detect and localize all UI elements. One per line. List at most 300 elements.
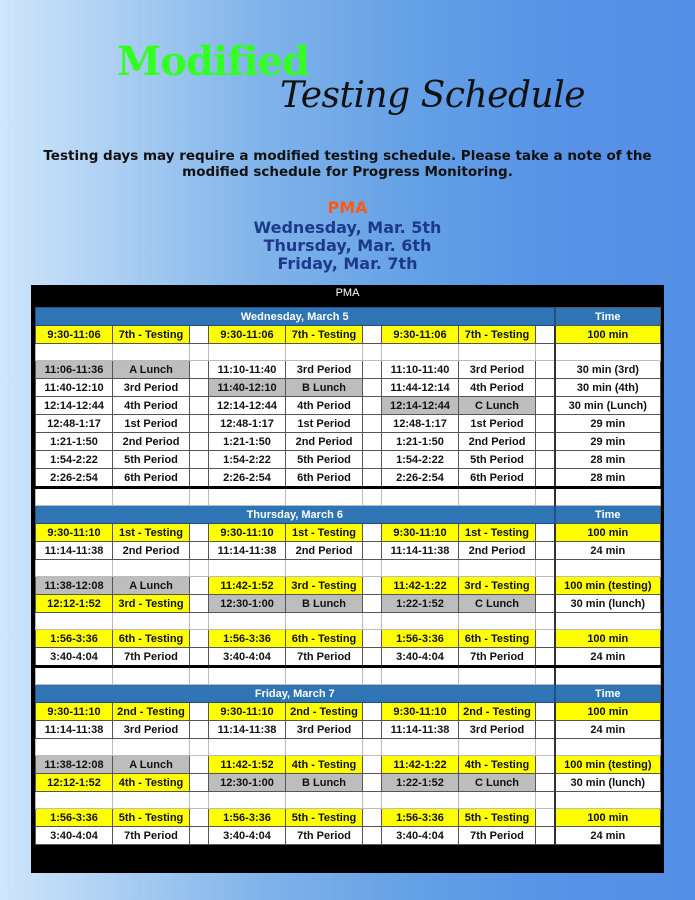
spacer-cell xyxy=(190,703,209,721)
lunch-a-period: 3rd - Testing xyxy=(113,595,190,613)
lunch-c-time: 11:14-11:38 xyxy=(382,542,459,560)
lunch-a-period: A Lunch xyxy=(113,577,190,595)
lunch-c-time: 3:40-4:04 xyxy=(382,827,459,845)
time-header: Time xyxy=(555,308,661,326)
spacer-row xyxy=(36,488,661,506)
spacer-cell xyxy=(363,792,382,809)
lunch-c-time: 12:14-12:44 xyxy=(382,397,459,415)
lunch-a-period: 6th Period xyxy=(113,469,190,488)
empty-cell xyxy=(459,739,536,756)
date-friday: Friday, Mar. 7th xyxy=(277,254,418,273)
lunch-a-period: A Lunch xyxy=(113,756,190,774)
time-header: Time xyxy=(555,685,661,703)
spacer-cell xyxy=(190,379,209,397)
lunch-b-time: 12:14-12:44 xyxy=(209,397,286,415)
lunch-c-period: 6th Period xyxy=(459,469,536,488)
lunch-c-period: 4th Period xyxy=(459,379,536,397)
spacer-cell xyxy=(190,827,209,845)
lunch-a-period: 1st Period xyxy=(113,415,190,433)
lunch-b-period: B Lunch xyxy=(286,595,363,613)
lunch-a-period: 7th Period xyxy=(113,648,190,667)
empty-cell xyxy=(36,560,113,577)
lunch-b-period: 7th Period xyxy=(286,648,363,667)
spacer-cell xyxy=(363,774,382,792)
spacer-cell xyxy=(363,630,382,648)
spacer-cell xyxy=(190,451,209,469)
spacer-cell xyxy=(536,667,555,685)
lunch-c-period: 7th Period xyxy=(459,648,536,667)
spacer-cell xyxy=(190,469,209,488)
spacer-cell xyxy=(536,560,555,577)
lunch-c-period: 2nd Period xyxy=(459,433,536,451)
lunch-c-period: C Lunch xyxy=(459,397,536,415)
lunch-c-time: 11:44-12:14 xyxy=(382,379,459,397)
lunch-c-time: 9:30-11:10 xyxy=(382,703,459,721)
lunch-b-time: 12:30-1:00 xyxy=(209,595,286,613)
spacer-cell xyxy=(190,433,209,451)
lunch-a-period: 5th Period xyxy=(113,451,190,469)
empty-cell xyxy=(382,667,459,685)
spacer-cell xyxy=(536,648,555,667)
duration-cell: 24 min xyxy=(555,542,661,560)
lunch-c-period: 3rd Period xyxy=(459,721,536,739)
schedule-row xyxy=(36,721,661,739)
lunch-a-time: 11:40-12:10 xyxy=(36,379,113,397)
empty-cell xyxy=(209,613,286,630)
lunch-a-period: 4th - Testing xyxy=(113,774,190,792)
lunch-b-period: 5th - Testing xyxy=(286,809,363,827)
lunch-a-time: 2:26-2:54 xyxy=(36,469,113,488)
spacer-row xyxy=(36,667,661,685)
lunch-c-time: 11:10-11:40 xyxy=(382,361,459,379)
lunch-b-time: 3:40-4:04 xyxy=(209,648,286,667)
lunch-b-time: 11:14-11:38 xyxy=(209,542,286,560)
lunch-c-period: 7th - Testing xyxy=(459,326,536,344)
test-name: PMA xyxy=(327,198,368,217)
duration-cell: 100 min xyxy=(555,703,661,721)
spacer-cell xyxy=(536,488,555,506)
lunch-c-time: 1:22-1:52 xyxy=(382,595,459,613)
lunch-c-time: 1:56-3:36 xyxy=(382,809,459,827)
spacer-cell xyxy=(363,433,382,451)
duration-cell: 100 min (testing) xyxy=(555,577,661,595)
lunch-b-period: 4th Period xyxy=(286,397,363,415)
schedule-row xyxy=(36,774,661,792)
spacer-cell xyxy=(363,703,382,721)
lunch-a-period: 2nd Period xyxy=(113,433,190,451)
spacer-cell xyxy=(363,739,382,756)
empty-cell xyxy=(209,344,286,361)
lunch-c-time: 11:14-11:38 xyxy=(382,721,459,739)
empty-cell xyxy=(555,488,661,506)
spacer-cell xyxy=(536,827,555,845)
lunch-c-period: 1st Period xyxy=(459,415,536,433)
lunch-c-time: 1:21-1:50 xyxy=(382,433,459,451)
lunch-b-time: 11:40-12:10 xyxy=(209,379,286,397)
empty-cell xyxy=(113,792,190,809)
spacer-cell xyxy=(363,451,382,469)
spacer-cell xyxy=(190,630,209,648)
spacer-cell xyxy=(363,542,382,560)
title-testing-schedule: Testing Schedule xyxy=(280,75,586,116)
lunch-c-period: 5th Period xyxy=(459,451,536,469)
empty-cell xyxy=(459,792,536,809)
spacer-cell xyxy=(190,326,209,344)
lunch-a-time: 9:30-11:06 xyxy=(36,326,113,344)
spacer-cell xyxy=(190,488,209,506)
lunch-a-period: A Lunch xyxy=(113,361,190,379)
spacer-row xyxy=(36,613,661,630)
lunch-b-time: 1:21-1:50 xyxy=(209,433,286,451)
lunch-b-time: 11:42-1:52 xyxy=(209,756,286,774)
spacer-cell xyxy=(536,361,555,379)
lunch-a-time: 1:56-3:36 xyxy=(36,809,113,827)
spacer-cell xyxy=(190,721,209,739)
spacer-cell xyxy=(190,809,209,827)
day-header-row xyxy=(36,685,661,703)
lunch-b-time: 2:26-2:54 xyxy=(209,469,286,488)
lunch-b-period: 2nd - Testing xyxy=(286,703,363,721)
schedule-row xyxy=(36,361,661,379)
lunch-c-period: C Lunch xyxy=(459,595,536,613)
empty-cell xyxy=(209,488,286,506)
empty-cell xyxy=(209,560,286,577)
spacer-cell xyxy=(190,344,209,361)
duration-cell: 30 min (3rd) xyxy=(555,361,661,379)
empty-cell xyxy=(286,613,363,630)
lunch-b-time: 1:56-3:36 xyxy=(209,809,286,827)
spacer-cell xyxy=(536,739,555,756)
duration-cell: 28 min xyxy=(555,451,661,469)
duration-cell: 29 min xyxy=(555,415,661,433)
date-thursday: Thursday, Mar. 6th xyxy=(263,236,432,255)
lunch-a-time: 1:56-3:36 xyxy=(36,630,113,648)
lunch-a-time: 1:21-1:50 xyxy=(36,433,113,451)
empty-cell xyxy=(382,792,459,809)
lunch-b-period: 1st Period xyxy=(286,415,363,433)
spacer-row xyxy=(36,739,661,756)
lunch-a-period: 5th - Testing xyxy=(113,809,190,827)
day-header-row xyxy=(36,308,661,326)
spacer-cell xyxy=(363,379,382,397)
time-header: Time xyxy=(555,506,661,524)
schedule-row xyxy=(36,524,661,542)
lunch-c-time: 1:54-2:22 xyxy=(382,451,459,469)
lunch-a-time: 3:40-4:04 xyxy=(36,648,113,667)
spacer-cell xyxy=(536,524,555,542)
lunch-a-time: 11:38-12:08 xyxy=(36,577,113,595)
lunch-b-time: 9:30-11:10 xyxy=(209,524,286,542)
schedule-table xyxy=(35,307,661,845)
spacer-cell xyxy=(363,595,382,613)
lunch-b-period: 2nd Period xyxy=(286,542,363,560)
lunch-c-period: 2nd - Testing xyxy=(459,703,536,721)
spacer-cell xyxy=(363,827,382,845)
spacer-cell xyxy=(536,542,555,560)
spacer-cell xyxy=(190,774,209,792)
lunch-a-time: 11:14-11:38 xyxy=(36,542,113,560)
lunch-b-time: 12:48-1:17 xyxy=(209,415,286,433)
lunch-c-period: 4th - Testing xyxy=(459,756,536,774)
lunch-b-period: 6th Period xyxy=(286,469,363,488)
spacer-cell xyxy=(190,613,209,630)
lunch-b-period: 3rd - Testing xyxy=(286,577,363,595)
empty-cell xyxy=(555,613,661,630)
lunch-b-time: 11:42-1:52 xyxy=(209,577,286,595)
empty-cell xyxy=(459,667,536,685)
empty-cell xyxy=(382,560,459,577)
lunch-c-period: 6th - Testing xyxy=(459,630,536,648)
lunch-a-time: 1:54-2:22 xyxy=(36,451,113,469)
lunch-b-period: 5th Period xyxy=(286,451,363,469)
spacer-cell xyxy=(536,756,555,774)
schedule-row xyxy=(36,703,661,721)
duration-cell: 100 min xyxy=(555,809,661,827)
spacer-cell xyxy=(363,756,382,774)
empty-cell xyxy=(113,613,190,630)
schedule-row xyxy=(36,577,661,595)
spacer-cell xyxy=(536,433,555,451)
schedule-row xyxy=(36,415,661,433)
spacer-cell xyxy=(536,326,555,344)
empty-cell xyxy=(555,344,661,361)
title-modified: Modified xyxy=(117,38,309,85)
empty-cell xyxy=(209,792,286,809)
lunch-a-period: 2nd - Testing xyxy=(113,703,190,721)
spacer-cell xyxy=(363,809,382,827)
empty-cell xyxy=(382,739,459,756)
schedule-row xyxy=(36,451,661,469)
lunch-c-time: 1:56-3:36 xyxy=(382,630,459,648)
schedule-row xyxy=(36,827,661,845)
spacer-cell xyxy=(190,524,209,542)
spacer-cell xyxy=(536,595,555,613)
lunch-b-time: 11:10-11:40 xyxy=(209,361,286,379)
empty-cell xyxy=(36,739,113,756)
spacer-cell xyxy=(536,809,555,827)
spacer-cell xyxy=(536,703,555,721)
empty-cell xyxy=(555,792,661,809)
lunch-b-period: 3rd Period xyxy=(286,361,363,379)
empty-cell xyxy=(459,488,536,506)
lunch-b-time: 1:56-3:36 xyxy=(209,630,286,648)
spacer-cell xyxy=(190,577,209,595)
lunch-a-period: 3rd Period xyxy=(113,379,190,397)
spacer-cell xyxy=(190,397,209,415)
spacer-cell xyxy=(363,344,382,361)
schedule-row xyxy=(36,397,661,415)
duration-cell: 28 min xyxy=(555,469,661,488)
empty-cell xyxy=(555,667,661,685)
empty-cell xyxy=(209,739,286,756)
lunch-c-period: 7th Period xyxy=(459,827,536,845)
duration-cell: 100 min xyxy=(555,524,661,542)
lunch-a-period: 2nd Period xyxy=(113,542,190,560)
day-header: Friday, March 7 xyxy=(36,685,555,703)
spacer-cell xyxy=(190,648,209,667)
spacer-cell xyxy=(536,451,555,469)
duration-cell: 100 min (testing) xyxy=(555,756,661,774)
spacer-cell xyxy=(190,415,209,433)
duration-cell: 30 min (lunch) xyxy=(555,774,661,792)
spacer-cell xyxy=(536,792,555,809)
lunch-a-time: 3:40-4:04 xyxy=(36,827,113,845)
lunch-c-time: 9:30-11:10 xyxy=(382,524,459,542)
lunch-b-time: 9:30-11:06 xyxy=(209,326,286,344)
schedule-row xyxy=(36,648,661,667)
schedule-row xyxy=(36,469,661,488)
duration-cell: 30 min (Lunch) xyxy=(555,397,661,415)
lunch-b-time: 1:54-2:22 xyxy=(209,451,286,469)
lunch-c-period: C Lunch xyxy=(459,774,536,792)
spacer-cell xyxy=(190,756,209,774)
empty-cell xyxy=(459,560,536,577)
schedule-row xyxy=(36,630,661,648)
lunch-c-period: 3rd - Testing xyxy=(459,577,536,595)
schedule-row xyxy=(36,433,661,451)
spacer-cell xyxy=(363,667,382,685)
empty-cell xyxy=(113,488,190,506)
spacer-row xyxy=(36,792,661,809)
lunch-a-time: 12:12-1:52 xyxy=(36,774,113,792)
empty-cell xyxy=(555,560,661,577)
lunch-a-period: 1st - Testing xyxy=(113,524,190,542)
spacer-cell xyxy=(363,415,382,433)
spacer-cell xyxy=(190,667,209,685)
lunch-b-period: 7th - Testing xyxy=(286,326,363,344)
spacer-cell xyxy=(536,469,555,488)
lunch-a-period: 4th Period xyxy=(113,397,190,415)
spacer-cell xyxy=(363,326,382,344)
spacer-cell xyxy=(536,630,555,648)
lunch-b-period: 6th - Testing xyxy=(286,630,363,648)
spacer-cell xyxy=(536,379,555,397)
spacer-cell xyxy=(536,577,555,595)
lunch-c-period: 3rd Period xyxy=(459,361,536,379)
day-header: Wednesday, March 5 xyxy=(36,308,555,326)
spacer-cell xyxy=(363,469,382,488)
schedule-frame xyxy=(31,285,664,873)
lunch-c-period: 2nd Period xyxy=(459,542,536,560)
empty-cell xyxy=(382,488,459,506)
day-header-row xyxy=(36,506,661,524)
schedule-row xyxy=(36,542,661,560)
lunch-b-period: B Lunch xyxy=(286,774,363,792)
schedule-row xyxy=(36,326,661,344)
lunch-b-time: 11:14-11:38 xyxy=(209,721,286,739)
lunch-a-time: 11:38-12:08 xyxy=(36,756,113,774)
lunch-b-period: 1st - Testing xyxy=(286,524,363,542)
spacer-cell xyxy=(363,361,382,379)
duration-cell: 24 min xyxy=(555,827,661,845)
spacer-cell xyxy=(363,560,382,577)
spacer-cell xyxy=(536,721,555,739)
lunch-a-period: 3rd Period xyxy=(113,721,190,739)
lunch-c-time: 11:42-1:22 xyxy=(382,577,459,595)
spacer-cell xyxy=(536,613,555,630)
spacer-cell xyxy=(536,774,555,792)
spacer-cell xyxy=(536,344,555,361)
duration-cell: 24 min xyxy=(555,648,661,667)
lunch-b-period: 2nd Period xyxy=(286,433,363,451)
spacer-cell xyxy=(363,488,382,506)
empty-cell xyxy=(382,344,459,361)
lunch-b-time: 3:40-4:04 xyxy=(209,827,286,845)
schedule-row xyxy=(36,756,661,774)
spacer-cell xyxy=(363,524,382,542)
lunch-b-period: 3rd Period xyxy=(286,721,363,739)
duration-cell: 30 min (4th) xyxy=(555,379,661,397)
schedule-title: PMA xyxy=(335,287,360,299)
lunch-a-period: 6th - Testing xyxy=(113,630,190,648)
spacer-cell xyxy=(190,792,209,809)
lunch-c-time: 11:42-1:22 xyxy=(382,756,459,774)
lunch-c-time: 3:40-4:04 xyxy=(382,648,459,667)
duration-cell: 100 min xyxy=(555,326,661,344)
day-header: Thursday, March 6 xyxy=(36,506,555,524)
duration-cell: 29 min xyxy=(555,433,661,451)
lunch-a-period: 7th - Testing xyxy=(113,326,190,344)
empty-cell xyxy=(113,344,190,361)
lunch-b-period: B Lunch xyxy=(286,379,363,397)
lunch-b-period: 7th Period xyxy=(286,827,363,845)
spacer-cell xyxy=(190,739,209,756)
spacer-cell xyxy=(363,577,382,595)
empty-cell xyxy=(286,667,363,685)
empty-cell xyxy=(209,667,286,685)
intro-text: Testing days may require a modified testing schedule. Please take a note of the modified schedule for Progress Monitoring. xyxy=(43,148,652,180)
spacer-cell xyxy=(363,613,382,630)
lunch-c-period: 1st - Testing xyxy=(459,524,536,542)
empty-cell xyxy=(382,613,459,630)
spacer-cell xyxy=(536,397,555,415)
empty-cell xyxy=(286,792,363,809)
lunch-a-time: 9:30-11:10 xyxy=(36,703,113,721)
spacer-row xyxy=(36,560,661,577)
lunch-a-time: 12:12-1:52 xyxy=(36,595,113,613)
lunch-c-time: 2:26-2:54 xyxy=(382,469,459,488)
empty-cell xyxy=(36,667,113,685)
lunch-a-period: 7th Period xyxy=(113,827,190,845)
empty-cell xyxy=(36,488,113,506)
schedule-row xyxy=(36,809,661,827)
lunch-c-time: 9:30-11:06 xyxy=(382,326,459,344)
empty-cell xyxy=(286,560,363,577)
spacer-cell xyxy=(190,542,209,560)
spacer-cell xyxy=(363,648,382,667)
spacer-cell xyxy=(363,721,382,739)
empty-cell xyxy=(36,792,113,809)
spacer-cell xyxy=(190,595,209,613)
empty-cell xyxy=(286,488,363,506)
lunch-a-time: 11:14-11:38 xyxy=(36,721,113,739)
duration-cell: 24 min xyxy=(555,721,661,739)
lunch-b-time: 9:30-11:10 xyxy=(209,703,286,721)
empty-cell xyxy=(459,613,536,630)
spacer-cell xyxy=(190,361,209,379)
empty-cell xyxy=(555,739,661,756)
empty-cell xyxy=(286,344,363,361)
lunch-a-time: 11:06-11:36 xyxy=(36,361,113,379)
duration-cell: 100 min xyxy=(555,630,661,648)
lunch-a-time: 12:14-12:44 xyxy=(36,397,113,415)
schedule-row xyxy=(36,379,661,397)
lunch-a-time: 12:48-1:17 xyxy=(36,415,113,433)
lunch-c-period: 5th - Testing xyxy=(459,809,536,827)
lunch-b-time: 12:30-1:00 xyxy=(209,774,286,792)
empty-cell xyxy=(113,667,190,685)
spacer-cell xyxy=(190,560,209,577)
